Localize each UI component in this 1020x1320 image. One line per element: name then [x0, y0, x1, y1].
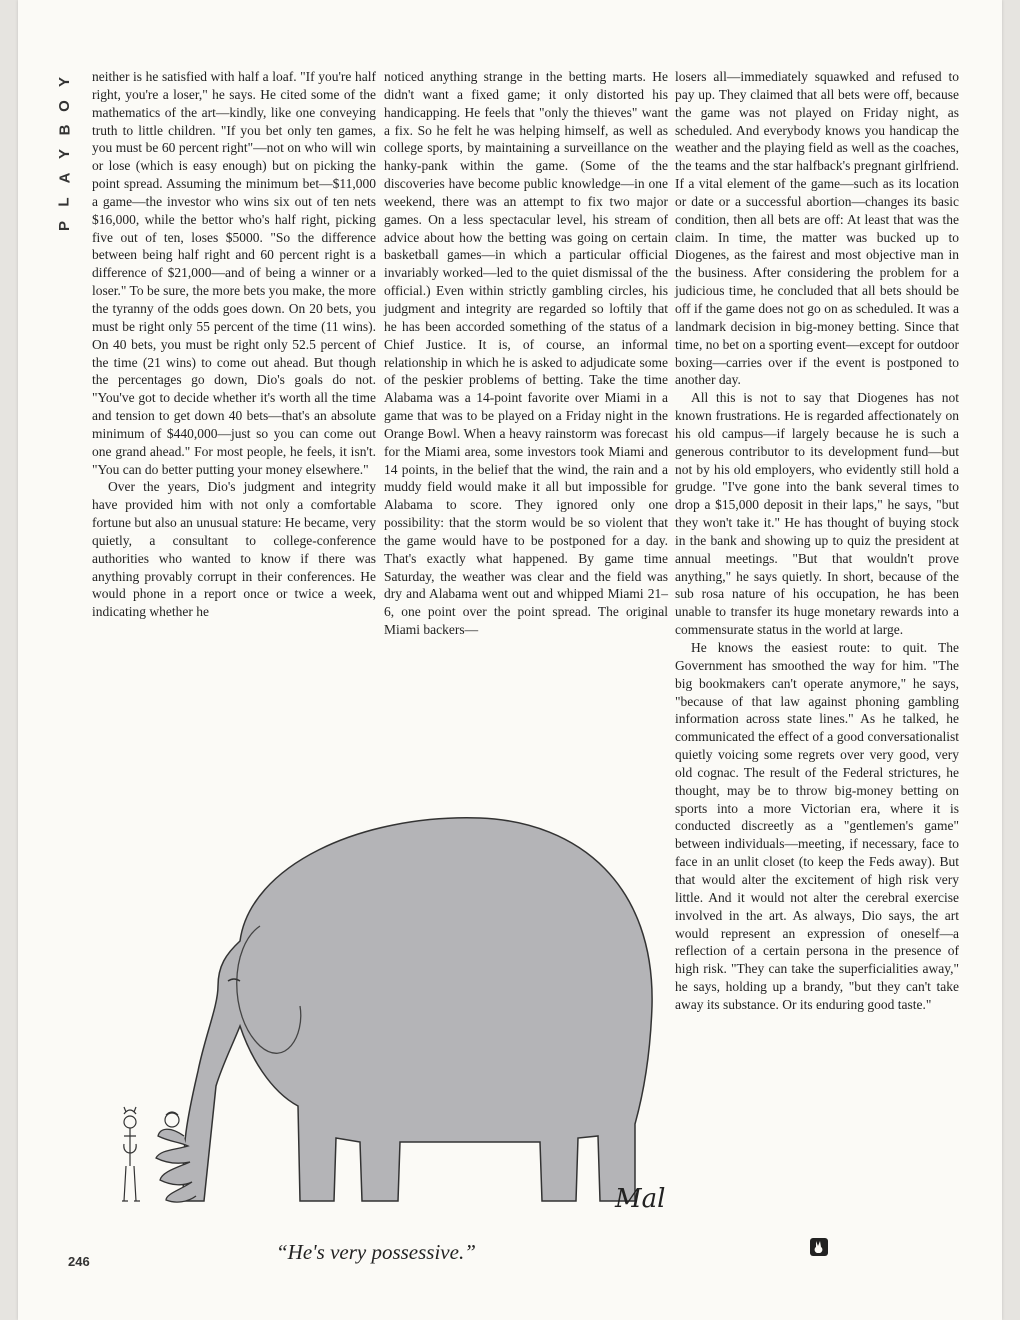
cartoon-caption: “He's very possessive.”	[276, 1240, 476, 1264]
masthead-letter: Y	[55, 76, 73, 88]
elephant-illustration	[100, 806, 680, 1236]
masthead-letter: Y	[55, 148, 73, 160]
rabbit-head-icon	[810, 1238, 828, 1256]
woman-figure	[122, 1107, 140, 1201]
masthead-letter: A	[56, 172, 73, 184]
article-column-2	[384, 68, 668, 639]
masthead-letter: L	[55, 197, 73, 207]
page-number: 246	[68, 1254, 90, 1269]
article-column-3	[675, 68, 959, 1014]
masthead-letter: P	[55, 220, 73, 232]
artist-signature: Mal	[615, 1184, 666, 1214]
masthead-letter: O	[55, 100, 73, 112]
paragraph: neither is he satisfied with half a loaf. "If you're half right, you're a loser," he says. He cited some of the mathematics of the art—kindly, like one conveying truth to little children. "If you bet only ten games, you must be 60 percent right"—not on who will win or lose (which is easy enough) but on picking the point spread. Assuming the minimum bet—$11,000 a game—the investor who wins six out of ten nets $16,000, while the bettor who's half right, picking five out of ten, loses $5000. "So the difference between being half right and 60 percent right is a difference of $21,000—and of being a winner or a loser." To be sure, the more bets you make, the more the tyranny of the odds goes down. On 20 bets, you must be right only 55 percent of the time (11 wins). On 40 bets, you must be right only 52.5 percent of the time (21 wins) to come out ahead. But though the percentages go down, Dio's goals do not. "You've got to decide whether it's worth all the time and tension to get down 40 bets—that's an absolute minimum of $440,000—just so you can come out one grand ahead." For most people, he feels, it isn't. "You can do better putting your money elsewhere."	[92, 69, 376, 477]
paragraph: He knows the easiest route: to quit. The Government has smoothed the way for him. "The big bookmakers can't operate anymore," he says, "because of that law against phoning gambling information across state lines." As he talked, he communicated the effect of a good conversationalist quietly voicing some regrets over very good, very old cognac. The result of the Federal strictures, he thought, may be to throw big-money betting on sports into a more Victorian era, where it is conducted discreetly as a "gentlemen's game" between individuals—meeting, if necessary, face to face in an unlit closet (to keep the Feds away). But that would alter the excitement of high risk very little. And it would not alter the cerebral exercise involved in the art. As always, Dio says, the art would represent an expression of oneself—a reflection of a certain persona in the presence of high risk. "They can take the superficialities away," he says, holding up a brandy, "but they can't take away its substance. Or its enduring good taste."	[675, 640, 959, 1012]
elephant-body	[183, 818, 652, 1201]
paragraph: Over the years, Dio's judgment and integrity have provided him with not only a comfortable fortune but also an unusual stature: He became, very quietly, a consultant to college-conference authorities who wanted to know if there was anything provably corrupt in their conferences. He would phone in a report once or twice a week, indicating whether he	[92, 479, 376, 620]
masthead-letter: B	[56, 124, 73, 136]
masthead-vertical	[54, 70, 76, 238]
magazine-page	[18, 0, 1002, 1320]
paragraph: losers all—immediately squawked and refused to pay up. They claimed that all bets were off, because the game was not played on Friday night, as scheduled. And everybody knows you handicap the weather and the playing field as well as the coaches, the teams and the star halfback's pregnant girlfriend. If a vital element of the game—such as its location or date or a successful abortion—changes its basic condition, then all bets are off: At least that was the claim. In time, the matter was bucked up to Diogenes, as the fairest and most objective man in the business. After considering the problem for a judicious time, he concluded that all bets should be off if the game does not go on as scheduled. It was a landmark decision in big-money betting. Since that time, no bet on a sporting event—except for outdoor boxing—carries over if the event is postponed to another day.	[675, 69, 959, 388]
paragraph: noticed anything strange in the betting marts. He didn't want a fixed game; it only distorted his handicapping. He feels that "only the thieves" want a fix. So he felt he was helping himself, as well as college sports, by maintaining a surveillance on the hanky-pank within the game. (Some of the discoveries have become public knowledge—in one weekend, there was an attempt to fix two major games. On a less spectacular level, his stream of advice about how the betting was going on certain basketball games—in which a particular official invariably worked—led to the quiet dismissal of the official.) Even within strictly gambling circles, his judgment and integrity are regarded so loftily that he has been accorded something of the status of a Chief Justice. It is, of course, an informal relationship in which he is asked to adjudicate some of the peskier problems of betting. Take the time Alabama was a 14-point favorite over Miami in a game that was to be played on a Friday night in the Orange Bowl. When a heavy rainstorm was forecast for the Miami area, some investors took Miami and 14 points, in the belief that the wind, the rain and a muddy field would make it all but impossible for Alabama to score. They ignored only one possibility: that the storm would be so violent that the game would have to be postponed for a day. That's exactly what happened. By game time Saturday, the weather was clear and the field was dry and Alabama went out and whipped Miami 21–6, one point over the point spread. The original Miami backers—	[384, 69, 668, 638]
elephant-cartoon	[100, 806, 680, 1236]
article-column-1	[92, 68, 376, 621]
paragraph: All this is not to say that Diogenes has not known frustrations. He is regarded affectionately on his old campus—if largely because he is such a generous contributor to its development fund—but not by his old employers, who evidently still hold a grudge. "I've gone into the bank several times to drop a $15,000 deposit in their laps," he says, "but they won't take it." He has thought of buying stock in the bank and showing up to quiz the president at annual meetings. "But that wouldn't prove anything," he says quietly. In short, because of the sub rosa nature of his occupation, he has been unable to transfer its huge monetary rewards into a commensurate status in the world at large.	[675, 390, 959, 638]
held-man-head	[165, 1113, 179, 1127]
